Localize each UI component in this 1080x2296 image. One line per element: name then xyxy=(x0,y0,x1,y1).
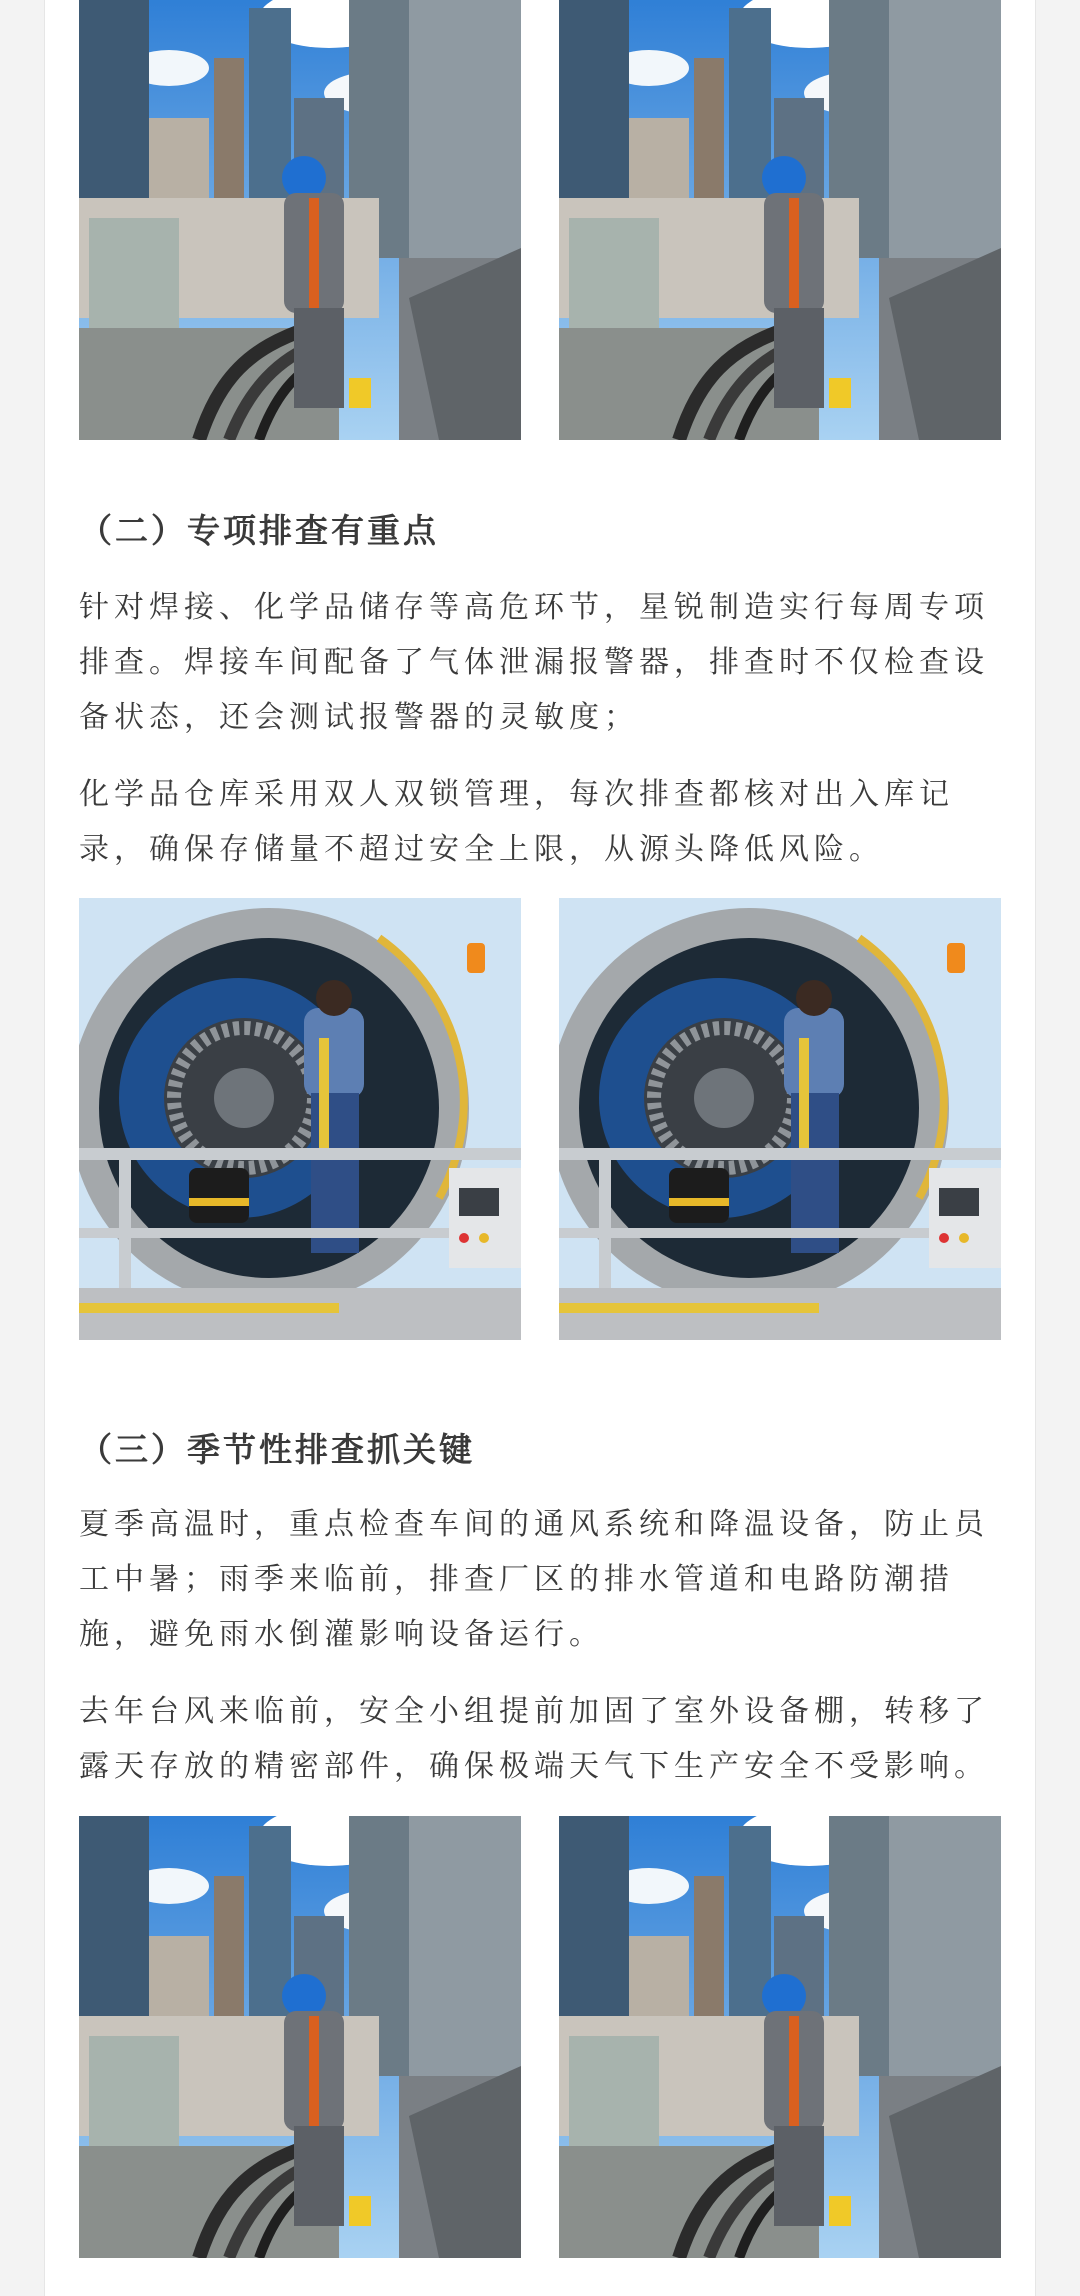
paragraph: 去年台风来临前，安全小组提前加固了室外设备棚，转移了露天存放的精密部件，确保极端天气下生产安全不受影响。 xyxy=(79,1694,989,1784)
rooftop-electrician-photo[interactable] xyxy=(79,1816,521,2258)
rooftop-electrician-photo[interactable] xyxy=(559,1816,1001,2258)
paragraph: 夏季高温时，重点检查车间的通风系统和降温设备，防止员工中暑；雨季来临前，排查厂区的排水管道和电路防潮措施，避免雨水倒灌影响设备运行。 xyxy=(79,1507,989,1652)
wind-turbine-technician-photo[interactable] xyxy=(79,898,521,1340)
section-heading: （二）专项排查有重点 xyxy=(79,511,439,550)
image-row-middle xyxy=(79,898,1001,1340)
section-heading: （三）季节性排查抓关键 xyxy=(79,1430,475,1469)
rooftop-electrician-photo[interactable] xyxy=(559,0,1001,440)
rooftop-electrician-photo[interactable] xyxy=(79,0,521,440)
paragraph: 化学品仓库采用双人双锁管理，每次排查都核对出入库记录，确保存储量不超过安全上限，从源头降低风险。 xyxy=(79,777,954,867)
image-row-top xyxy=(79,0,1001,440)
wind-turbine-technician-photo[interactable] xyxy=(559,898,1001,1340)
paragraph: 针对焊接、化学品储存等高危环节，星锐制造实行每周专项排查。焊接车间配备了气体泄漏报警器，排查时不仅检查设备状态，还会测试报警器的灵敏度； xyxy=(79,590,989,735)
image-row-bottom xyxy=(79,1816,1001,2258)
